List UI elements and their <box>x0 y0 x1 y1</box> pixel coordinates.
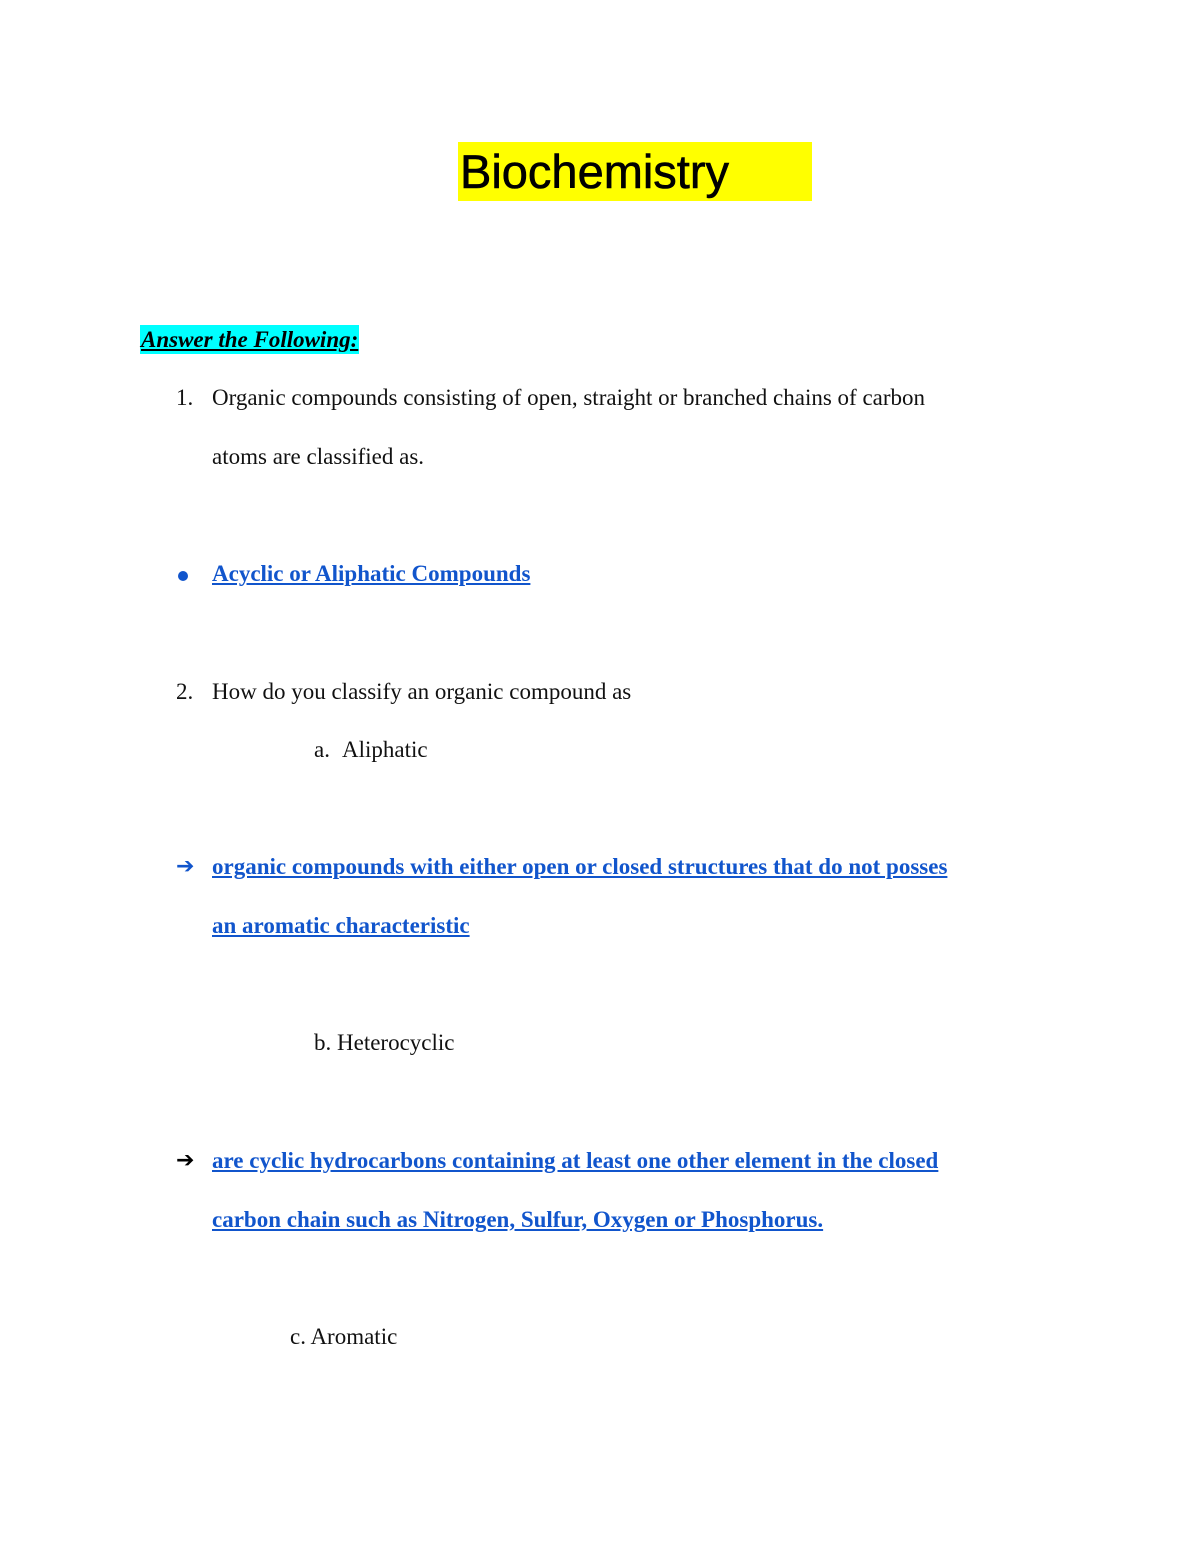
document-title: Biochemistry <box>458 142 812 201</box>
question-2-number: 2. <box>176 679 194 704</box>
subquestion-a-text: Aliphatic <box>342 737 428 762</box>
subquestion-b-label: b. Heterocyclic <box>314 1030 455 1055</box>
question-1-text-line-1: Organic compounds consisting of open, straight or branched chains of carbon <box>212 385 926 410</box>
arrow-icon: ➔ <box>176 854 195 879</box>
bullet-icon <box>178 571 188 581</box>
question-1-text-line-2: atoms are classified as. <box>212 444 425 469</box>
question-1-number: 1. <box>176 385 194 410</box>
answer-2a-line-2: an aromatic characteristic <box>212 913 470 938</box>
answer-1: Acyclic or Aliphatic Compounds <box>212 561 531 586</box>
answer-2b-line-1: are cyclic hydrocarbons containing at least one other element in the closed <box>212 1148 939 1173</box>
subquestion-a-label: a. <box>314 737 330 762</box>
section-heading: Answer the Following: <box>141 327 359 352</box>
arrow-icon: ➔ <box>176 1148 195 1173</box>
subquestion-c-label: c. Aromatic <box>290 1324 398 1349</box>
answer-2a-line-1: organic compounds with either open or closed structures that do not posses <box>212 854 948 879</box>
question-2-text: How do you classify an organic compound as <box>212 679 632 704</box>
answer-2b-line-2: carbon chain such as Nitrogen, Sulfur, Oxygen or Phosphorus. <box>212 1207 824 1232</box>
